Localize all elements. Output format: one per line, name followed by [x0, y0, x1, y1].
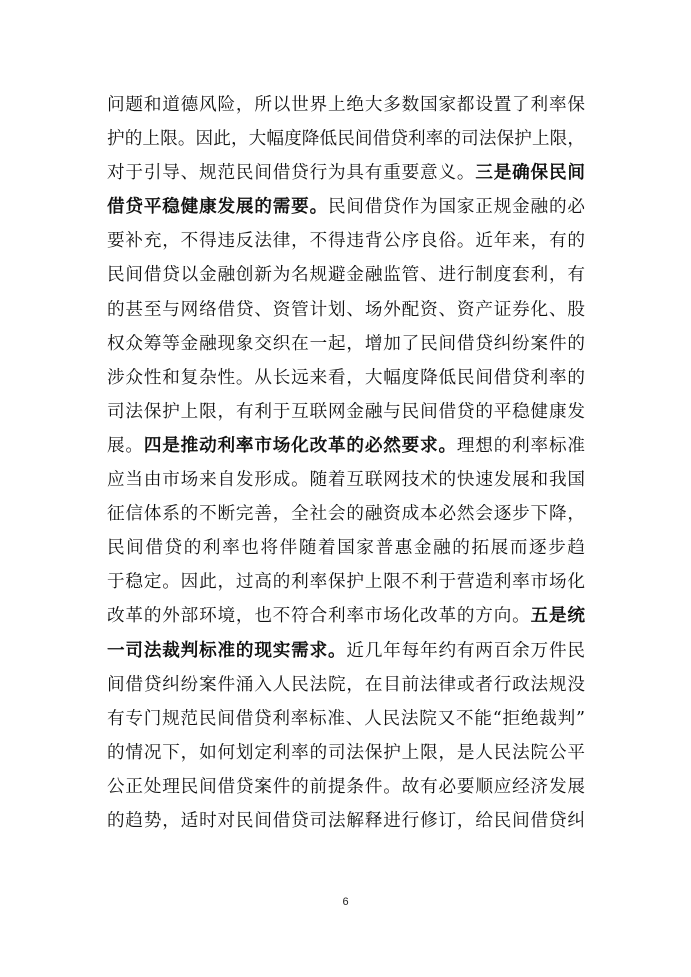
text-line [107, 804, 585, 838]
text-line [107, 156, 585, 190]
text-line [107, 565, 585, 599]
text-line [107, 702, 585, 736]
text-segment: 应当由市场来自发形成。随着互联网技术的快速发展和我国 [107, 470, 585, 491]
text-segment: 改革的外部环境，也不符合利率市场化改革的方向。 [107, 606, 531, 627]
text-segment: 理想的利率标准 [456, 435, 585, 456]
text-line [107, 463, 585, 497]
text-segment: 对于引导、规范民间借贷行为具有重要意义。 [107, 163, 476, 184]
text-segment: 民间借贷的利率也将伴随着国家普惠金融的拓展而逐步趋 [107, 538, 585, 559]
bold-text-segment: 一司法裁判标准的现实需求。 [107, 639, 347, 661]
text-segment: 问题和道德风险，所以世界上绝大多数国家都设置了利率保 [107, 95, 585, 115]
text-segment: 的甚至与网络借贷、资管计划、场外配资、资产证券化、股 [107, 299, 585, 320]
page-number: 6 [342, 896, 349, 908]
text-line [107, 190, 585, 224]
text-segment: 征信体系的不断完善，全社会的融资成本必然会逐步下降， [107, 504, 585, 525]
text-segment: 展。 [107, 435, 144, 456]
text-line [107, 736, 585, 770]
text-line [107, 531, 585, 565]
text-segment: 护的上限。因此，大幅度降低民间借贷利率的司法保护上限， [107, 129, 585, 150]
text-segment: 涉众性和复杂性。从长远来看，大幅度降低民间借贷利率的 [107, 367, 585, 388]
text-line [107, 634, 585, 668]
text-segment: 间借贷纠纷案件涌入人民法院，在目前法律或者行政法规没 [107, 674, 585, 695]
bold-text-segment: 五是统 [530, 605, 585, 627]
text-line [107, 361, 585, 395]
text-line [107, 668, 585, 702]
text-line [107, 770, 585, 804]
document-body [107, 88, 585, 838]
text-line [107, 497, 585, 531]
text-segment: 于稳定。因此，过高的利率保护上限不利于营造利率市场化 [107, 572, 585, 593]
text-line [107, 395, 585, 429]
text-segment: 民间借贷以金融创新为名规避金融监管、进行制度套利，有 [107, 265, 585, 286]
bold-text-segment: 四是推动利率市场化改革的必然要求。 [143, 434, 457, 456]
text-line [107, 327, 585, 361]
text-segment: 民间借贷作为国家正规金融的必 [327, 197, 585, 218]
bold-text-segment: 借贷平稳健康发展的需要。 [107, 196, 328, 218]
text-line [107, 122, 585, 156]
text-line [107, 599, 585, 633]
text-line [107, 258, 585, 292]
bold-text-segment: 三是确保民间 [475, 162, 585, 184]
text-line [107, 224, 585, 258]
text-line [107, 429, 585, 463]
text-segment: 的情况下，如何划定利率的司法保护上限，是人民法院公平 [107, 742, 585, 763]
text-segment: 司法保护上限，有利于互联网金融与民间借贷的平稳健康发 [107, 401, 585, 422]
text-segment: 的趋势，适时对民间借贷司法解释进行修订，给民间借贷纠 [107, 810, 585, 831]
text-segment: 要补充，不得违反法律，不得违背公序良俗。近年来，有的 [107, 231, 585, 252]
text-line [107, 88, 585, 122]
text-line [107, 293, 585, 327]
text-segment: 近几年每年约有两百余万件民 [346, 640, 585, 661]
text-segment: 权众筹等金融现象交织在一起，增加了民间借贷纠纷案件的 [107, 333, 585, 354]
text-segment: 公正处理民间借贷案件的前提条件。故有必要顺应经济发展 [107, 776, 585, 797]
text-segment: 有专门规范民间借贷利率标准、人民法院又不能“拒绝裁判” [107, 708, 585, 729]
